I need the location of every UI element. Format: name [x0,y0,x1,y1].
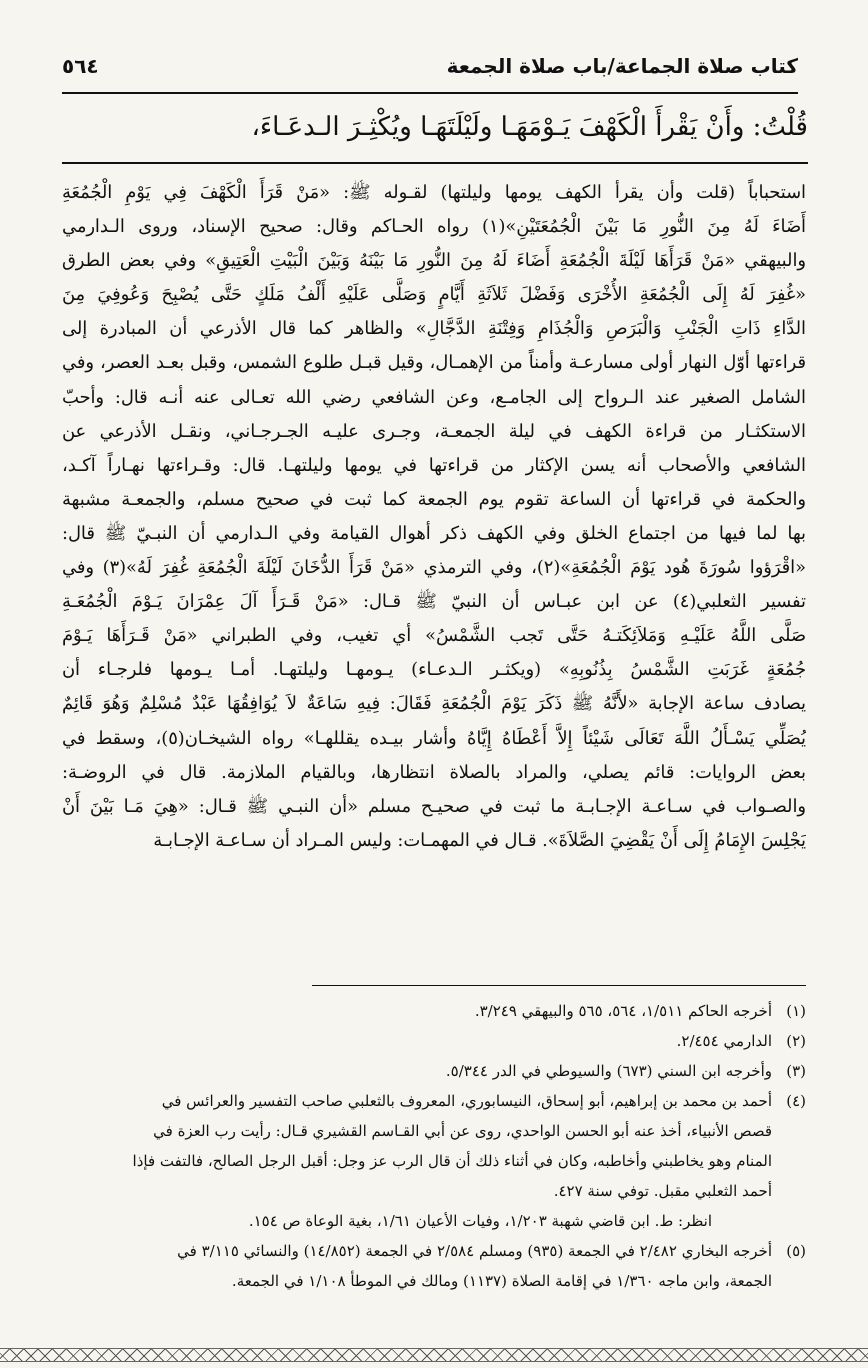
text-line: يَجْلِسَ الإِمَامُ إِلَى أَنْ يَقْضِيَ الصَّلاَةَ». قـال في المهمـات: وليس المـراد أن سـاعـة الإجـابـة [153,829,806,851]
text-line: استحباباً (قلت وأن يقرأ الكهف يومها وليلتها) لقـوله ﷺ: «مَنْ قَرَأَ الْكَهْفَ فِي يَوْمِ الْجُمُعَةِ [62,182,806,203]
footnote-line: أحمد بن محمد بن إبراهيم، أبو إسحاق، النيسابوري، المعروف بالثعلبي صاحب التفسير والعرائس في [161,1092,772,1110]
footnote-reference: انظر: ط. ابن قاضي شهبة ١/٢٠٣، وفيات الأعيان ١/٦١، بغية الوعاة ص ١٥٤. [248,1212,712,1230]
text-line: يُصَلِّي يَسْـأَلُ اللَّهَ تَعَالَى شَيْئاً إِلاَّ أَعْطَاهُ إِيَّاهُ وأشار بيـده يقللهـا» رواه الشيخـان(٥)، وسقط في [62,727,806,749]
footnote-line: أخرجه البخاري ٢/٤٨٢ في الجمعة (٩٣٥) ومسلم ٢/٥٨٤ في الجمعة (١٤/٨٥٢) والنسائي ٣/١١٥ في [177,1242,772,1260]
footnote-number: (٢) [786,1032,806,1050]
matn-divider [62,162,808,164]
footnote [62,996,806,1026]
footnotes [62,996,806,1296]
text-line: الدَّاءِ ذَاتِ الْجَنْبِ وَالْبَرَصِ وَالْجُذَامِ وَفِتْنَةِ الدَّجَّالِ» والظاهر كما قال الأذرعي أن المبادرة إلى [62,318,806,340]
text-line: والبيهقي «مَنْ قَرَأَهَا لَيْلَةَ الْجُمُعَةِ أَضَاءَ لَهُ مِنَ النُّورِ مَا بَيْنَهُ وَبَيْنَ الْبَيْتِ الْعَتِيقِ» وفي بعض الطرق [62,250,806,272]
footnote-line: الدارمي ٢/٤٥٤. [676,1032,772,1050]
text-line: بها لما فيها من اجتماع الخلق وفي الكهف ذكر أهوال القيامة وفي الـدارمي أن النبـيّ ﷺ قال: [62,522,806,544]
page-number: ٥٦٤ [62,54,99,78]
footnote [62,1056,806,1086]
footnote-line: أخرجه الحاكم ١/٥١١، ٥٦٤، ٥٦٥ والبيهقي ٣/٢٤٩. [474,1002,772,1020]
footnote-number: (٤) [786,1092,806,1110]
footnote-number: (١) [786,1002,806,1020]
footnote-line: أحمد الثعلبي مقبل. توفي سنة ٤٢٧. [553,1182,772,1200]
footnote-line: المنام وهو يخاطبني وأخاطبه، وكان في أثناء ذلك أن قال الرب عز وجل: أقبل الرجل الصالح، فالتفت فإذا [132,1152,772,1170]
text-line: «غُفِرَ لَهُ إِلَى الْجُمُعَةِ الأُخْرَى وَفَضْلَ ثَلاَثَةِ أَيَّامٍ وَصَلَّى عَلَيْهِ أَلْفُ مَلَكٍ حَتَّى يُصْبِحَ وَعُوفِيَ مِنَ [62,284,806,306]
text-line: جُمُعَةٍ غَرَبَتِ الشَّمْسُ بِذُنُوبِهِ» (ويكثـر الـدعـاء) يـومهـا وليلتهـا. أمـا يـومها فلرجـاء أن [62,659,806,681]
footnote [62,1086,806,1236]
running-header [62,50,798,94]
footnote-line: قصص الأنبياء، أخذ عنه أبو الحسن الواحدي، روى عن أبي القـاسم القشيري قـال: رأيت رب العزة في [153,1122,772,1140]
decorative-border [0,1348,868,1362]
text-line: أَضَاءَ لَهُ مِنَ النُّورِ مَا بَيْنَ الْجُمُعَتَيْنِ»(١) رواه الحـاكم وقال: صحيح الإسناد، وروى الـدارمي [62,216,806,238]
text-line: الشافعي والأصحاب أنه يسن الإكثار من قراءتها في يومها وليلتهـا. قال: وقـراءتها نهـاراً آكـد، [62,454,806,476]
text-line: الاستكثـار من قراءة الكهف في ليلة الجمعـة، وجـرى عليـه الجـرجـاني، ونقـل الأذرعي عن [62,420,806,442]
text-line: والحكمة في قراءتها أن الساعة تقوم يوم الجمعة كما ثبت في صحيح مسلم، والجمعـة مشبهة [62,488,806,510]
text-line: تفسير الثعلبي(٤) عن ابن عبـاس أن النبيّ ﷺ قـال: «مَنْ قَـرَأَ آلَ عِمْرَانَ يَـوْمَ الْجُمُعَـةِ [62,591,806,613]
text-line: يصادف ساعة الإجابة «لأَنَّهُ ﷺ ذَكَرَ يَوْمَ الْجُمُعَةِ فَقَالَ: فِيهِ سَاعَةٌ لاَ يُوَافِقُهَا عَبْدٌ مُسْلِمٌ وَهُوَ قَائِمٌ [62,693,806,715]
text-line: بعض الروايات: قائم يصلي، والمراد بالصلاة انتظارها، وبالقيام الملازمة. قال في الروضـة: [62,761,806,783]
matn-text: قُلْتُ: وأَنْ يَقْرأَ الْكَهْفَ يَـوْمَهَـا ولَيْلَتَهَـا ويُكْثِـرَ الـدعَـاءَ، [251,112,808,142]
footnote-number: (٣) [786,1062,806,1080]
text-line: والصـواب في سـاعـة الإجـابـة ما ثبت في صحيـح مسلم «أن النبـي ﷺ قـال: «هِيَ مَـا بَيْنَ أَنْ [62,795,806,817]
commentary-text [62,176,806,858]
footnote-divider [312,985,806,986]
chapter-title: كتاب صلاة الجماعة/باب صلاة الجمعة [446,54,798,78]
text-line: الشامل الصغير عند الـرواح إلى الجامـع، وعن الشافعي رضي الله تعـالى عنه أنـه قال: وأحبّ [62,386,806,408]
footnote [62,1236,806,1296]
text-line: صَلَّى اللَّهُ عَلَيْـهِ وَمَلاَئِكَتـهُ حَتَّى تَجب الشَّمْسُ» أي تغيب، وفي الطبراني «مَنْ قَـرَأَهَا يَـوْمَ [62,625,806,647]
text-line: قراءتها أوّل النهار أولى مسارعـة وأمناً من الإهمـال، وقيل قبـل طلوع الشمس، وقبل بعـد العصر، وفي [62,352,806,374]
text-line: «اقْرَؤوا سُورَةَ هُود يَوْمَ الْجُمُعَةِ»(٢)، وفي الترمذي «مَنْ قَرَأَ الدُّخَانَ لَيْلَةَ الْجُمُعَةِ غُفِرَ لَهُ»(٣) وفي [62,557,806,579]
footnote-number: (٥) [786,1242,806,1260]
footnote-line: وأخرجه ابن السني (٦٧٣) والسيوطي في الدر ٥/٣٤٤. [445,1062,772,1080]
footnote [62,1026,806,1056]
footnote-line: الجمعة، وابن ماجه ١/٣٦٠ في إقامة الصلاة (١١٣٧) ومالك في الموطأ ١/١٠٨ في الجمعة. [231,1272,772,1290]
